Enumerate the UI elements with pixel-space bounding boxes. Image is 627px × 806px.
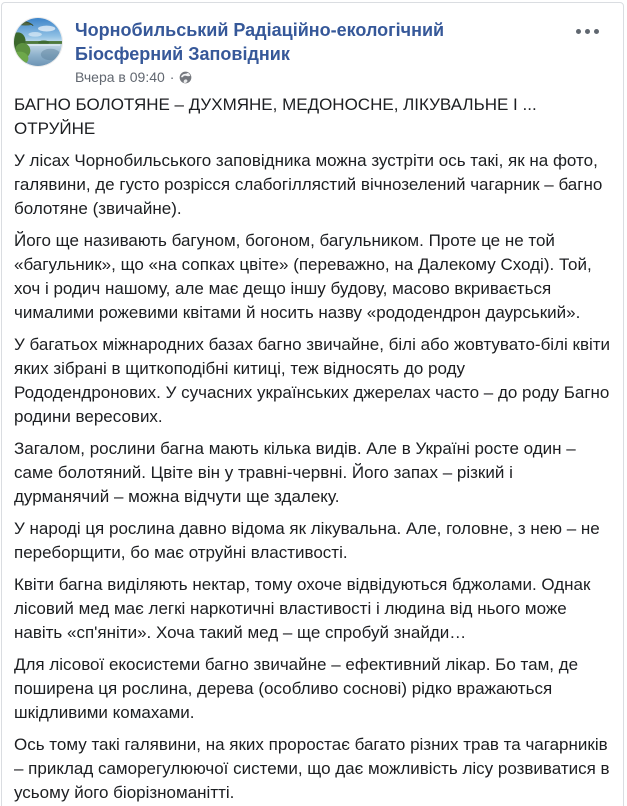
- post-timestamp[interactable]: Вчера в 09:40: [75, 69, 165, 85]
- post-header-text: [75, 17, 611, 87]
- post-paragraph: Квіти багна виділяють нектар, тому охоче відвідуються бджолами. Однак лісовий мед має легкі наркотичні властивості і людина від нього може навіть «сп'яніти». Хоча такий мед – ще спробуй знайди…: [14, 575, 591, 642]
- post-paragraph: Загалом, рослини багна мають кілька видів. Але в Україні росте один – саме болотяний. Цвіте він у травні-червні. Його запах – різкий і дурманячий – можна відчути ще здалеку.: [14, 439, 576, 506]
- post-paragraph: У багатьох міжнародних базах багно звичайне, білі або жовтувато-білі квіти яких зібрані в щиткоподібні китиці, теж відносять до роду Рододендронових. У сучасних українських джерелах часто – до роду Багно родини вересових.: [14, 335, 611, 426]
- ellipsis-menu-icon: [576, 29, 581, 34]
- page-name-link[interactable]: Чорнобильський Радіаційно-екологічний Біосферний Заповідник: [75, 20, 445, 64]
- post-paragraph: У народі ця рослина давно відома як лікувальна. Але, головне, з нею – не переборщити, бо має отруйні властивості.: [14, 519, 600, 562]
- post-meta: [75, 67, 551, 87]
- post-paragraph-title: БАГНО БОЛОТЯНЕ – ДУХМЯНЕ, МЕДОНОСНЕ, ЛІКУВАЛЬНЕ І ... ОТРУЙНЕ: [14, 95, 537, 138]
- riverside-landscape-photo: [14, 18, 62, 66]
- post-text: [2, 87, 623, 805]
- post-card: [1, 2, 624, 806]
- globe-public-icon: [179, 71, 192, 84]
- page-avatar[interactable]: [13, 17, 63, 67]
- post-paragraph: Його ще називають багуном, богоном, багульником. Проте це не той «багульник», що «на сопках цвіте» (переважно, на Далекому Сході). Той, хоч і родич нашому, але має дещо іншу будову, масово вкривається чималими рожевими квітами й носить назву «рододендрон даурський».: [14, 231, 592, 322]
- post-paragraph: Ось тому такі галявини, на яких проростає багато різних трав та чагарників – приклад саморегулюючої системи, що дає можливість лісу розвиватися в усьому його біорізноманітті.: [14, 735, 610, 802]
- post-paragraph: У лісах Чорнобильського заповідника можна зустріти ось такі, як на фото, галявини, де густо розрісся слабогіллястий вічнозелений чагарник – багно болотяне (звичайне).: [14, 151, 603, 218]
- post-header: [2, 3, 623, 87]
- post-options-button[interactable]: [568, 23, 607, 40]
- meta-separator: ·: [169, 69, 175, 85]
- post-paragraph: Для лісової екосистеми багно звичайне – ефективний лікар. Бо там, де поширена ця рослина, дерева (особливо соснові) рідко вражаються шкідливими комахами.: [14, 655, 579, 722]
